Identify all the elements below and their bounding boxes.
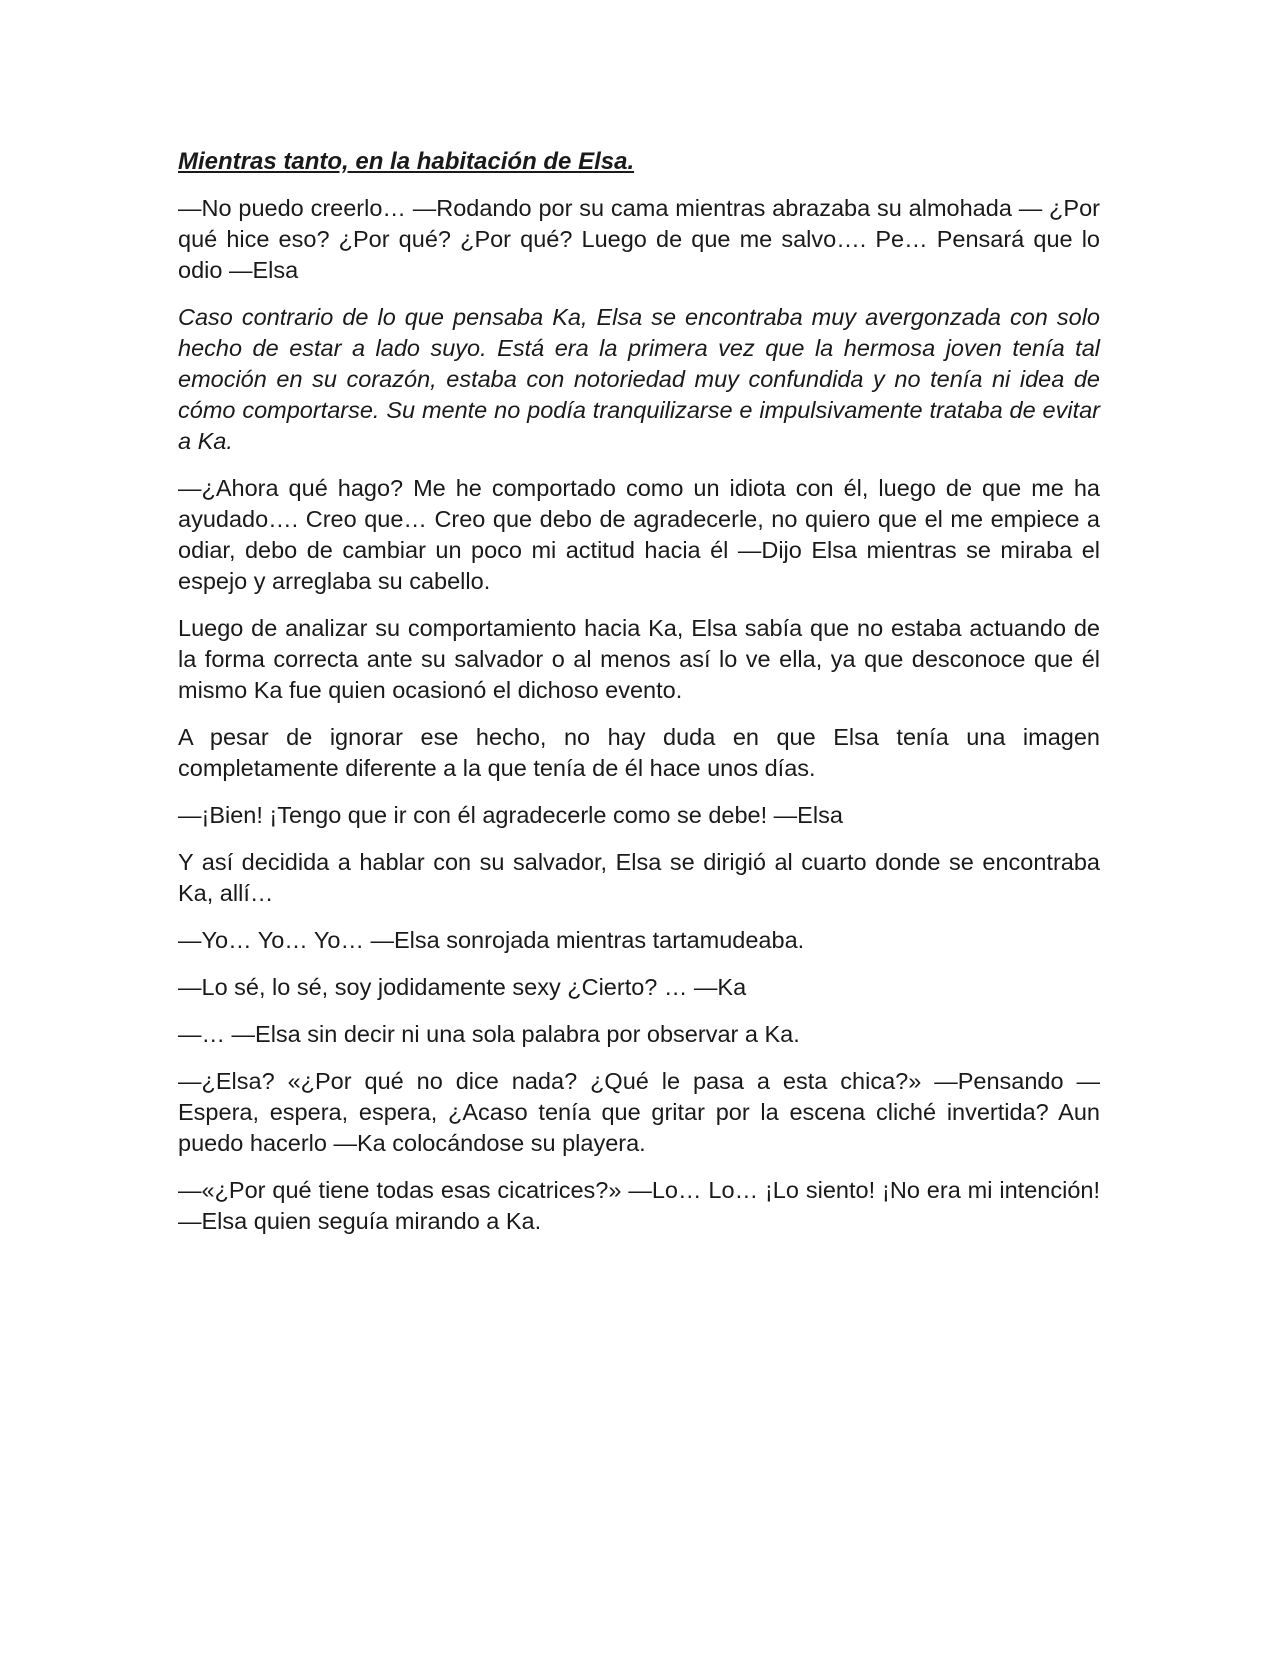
paragraph-7: Y así decidida a hablar con su salvador, Elsa se dirigió al cuarto donde se encontraba Ka, allí… [178, 849, 1100, 906]
paragraph-9: —Lo sé, lo sé, soy jodidamente sexy ¿Cierto? … —Ka [178, 974, 747, 1000]
paragraph-1: —No puedo creerlo… —Rodando por su cama mientras abrazaba su almohada — ¿Por qué hice eso? ¿Por qué? ¿Por qué? Luego de que me salvo…. Pe… Pensará que lo odio —Elsa [178, 195, 1100, 283]
document-page [178, 146, 1100, 1253]
paragraph-12: —«¿Por qué tiene todas esas cicatrices?» —Lo… Lo… ¡Lo siento! ¡No era mi intención! —Elsa quien seguía mirando a Ka. [178, 1177, 1100, 1234]
paragraph-6: —¡Bien! ¡Tengo que ir con él agradecerle como se debe! —Elsa [178, 802, 843, 828]
paragraph-8: —Yo… Yo… Yo… —Elsa sonrojada mientras tartamudeaba. [178, 927, 805, 953]
paragraph-10: —… —Elsa sin decir ni una sola palabra por observar a Ka. [178, 1021, 800, 1047]
paragraph-11: —¿Elsa? «¿Por qué no dice nada? ¿Qué le pasa a esta chica?» —Pensando — Espera, espera, espera, ¿Acaso tenía que gritar por la escena cliché invertida? Aun puedo hacerlo —Ka colocándose su playera. [178, 1068, 1100, 1156]
paragraph-5: A pesar de ignorar ese hecho, no hay duda en que Elsa tenía una imagen completamente diferente a la que tenía de él hace unos días. [178, 724, 1100, 781]
paragraph-2: Caso contrario de lo que pensaba Ka, Elsa se encontraba muy avergonzada con solo hecho de estar a lado suyo. Está era la primera vez que la hermosa joven tenía tal emoción en su corazón, estaba con notoriedad muy confundida y no tenía ni idea de cómo comportarse. Su mente no podía tranquilizarse e impulsivamente trataba de evitar a Ka. [178, 304, 1100, 454]
section-title: Mientras tanto, en la habitación de Elsa. [178, 148, 635, 175]
paragraph-3: —¿Ahora qué hago? Me he comportado como un idiota con él, luego de que me ha ayudado…. Creo que… Creo que debo de agradecerle, no quiero que el me empiece a odiar, debo de cambiar un poco mi actitud hacia él —Dijo Elsa mientras se miraba el espejo y arreglaba su cabello. [178, 475, 1100, 594]
paragraph-4: Luego de analizar su comportamiento hacia Ka, Elsa sabía que no estaba actuando de la forma correcta ante su salvador o al menos así lo ve ella, ya que desconoce que él mismo Ka fue quien ocasionó el dichoso evento. [178, 615, 1100, 703]
